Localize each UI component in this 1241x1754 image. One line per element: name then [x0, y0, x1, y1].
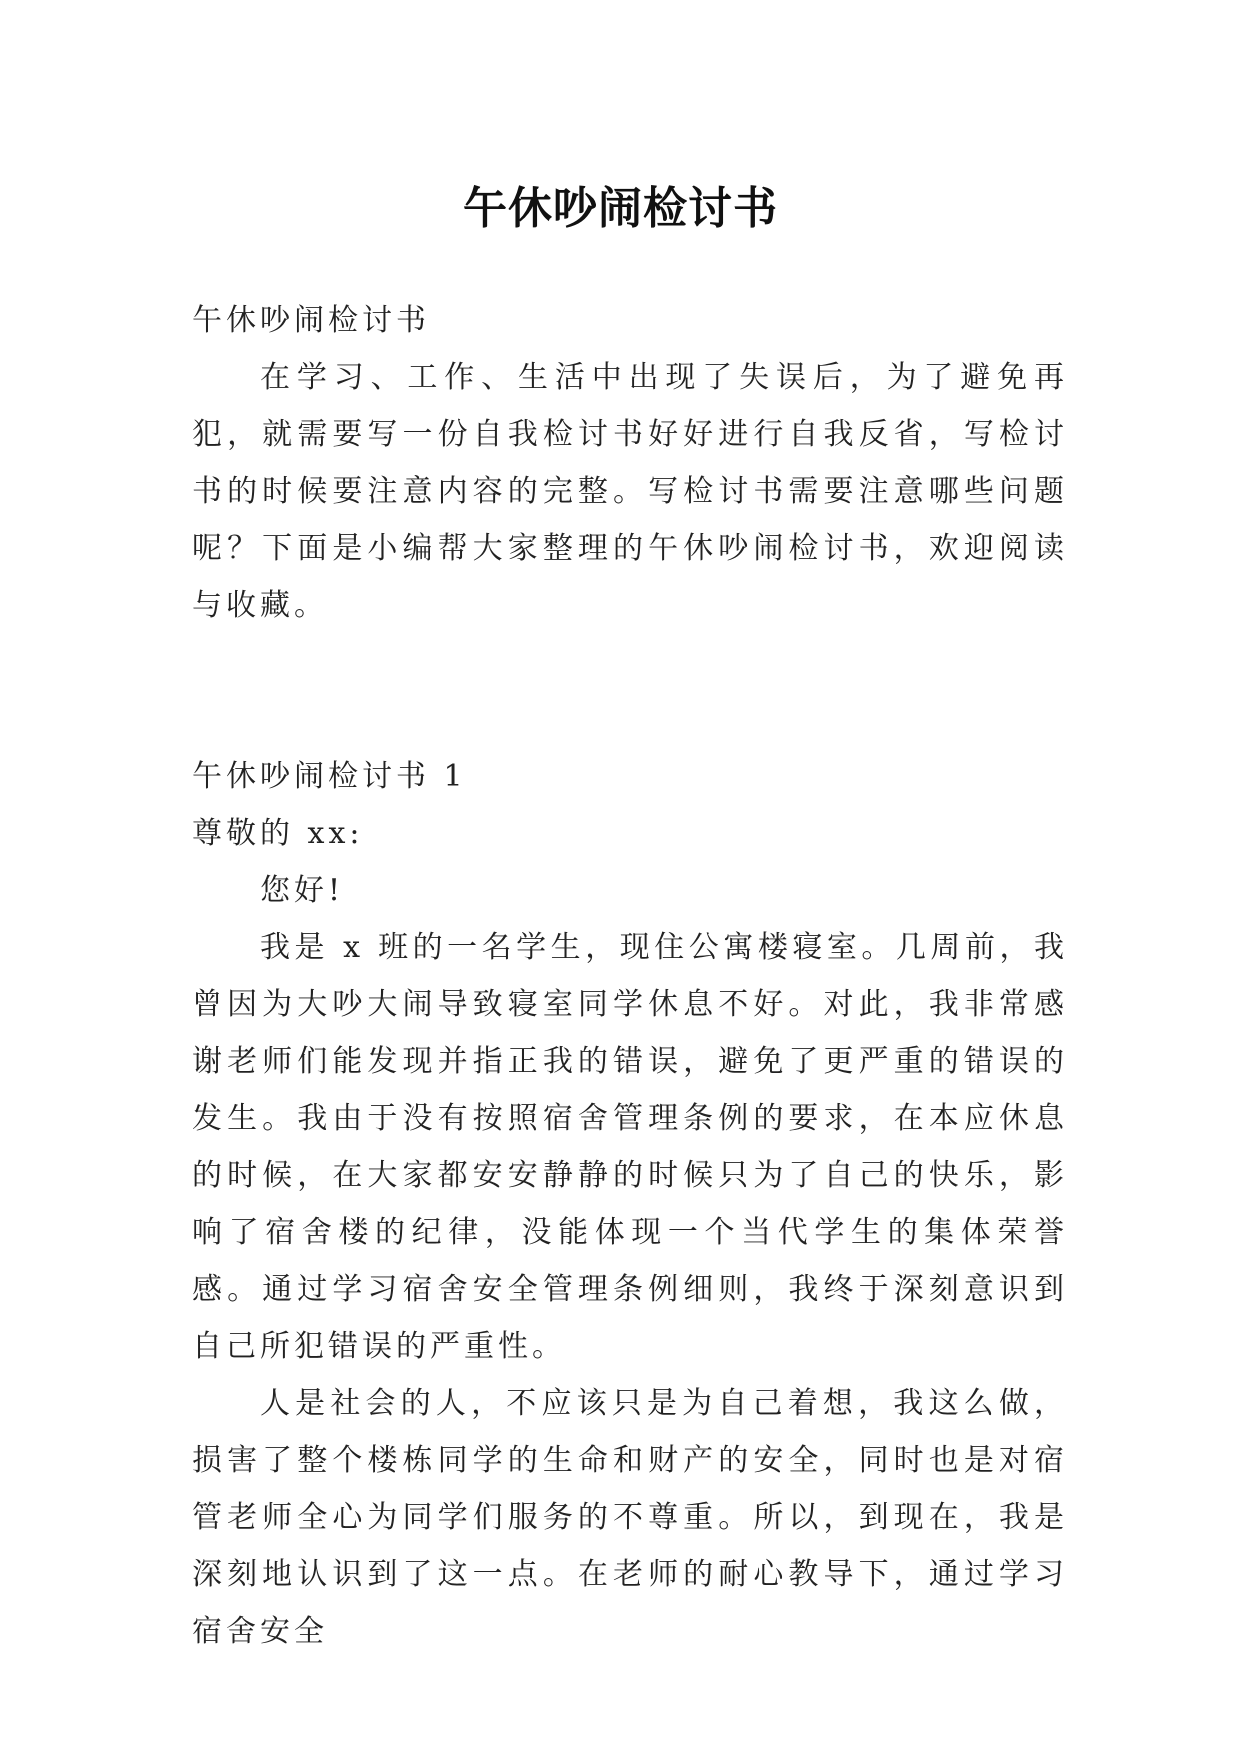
document-body	[192, 292, 1068, 1660]
intro-paragraph: 在学习、工作、生活中出现了失误后，为了避免再犯，就需要写一份自我检讨书好好进行自我反省，写检讨书的时候要注意内容的完整。写检讨书需要注意哪些问题呢？下面是小编帮大家整理的午休吵闹检讨书，欢迎阅读与收藏。	[192, 360, 1068, 623]
section-spacer	[192, 634, 1068, 748]
body-paragraph-2: 人是社会的人，不应该只是为自己着想，我这么做，损害了整个楼栋同学的生命和财产的安全，同时也是对宿管老师全心为同学们服务的不尊重。所以，到现在，我是深刻地认识到了这一点。在老师的耐心教导下，通过学习宿舍安全	[192, 1386, 1068, 1649]
document-subtitle: 午休吵闹检讨书	[192, 303, 430, 338]
document-title: 午休吵闹检讨书	[463, 183, 778, 235]
section-heading: 午休吵闹检讨书 1	[192, 759, 467, 794]
greeting: 您好!	[260, 873, 345, 908]
body-paragraph-1: 我是 x 班的一名学生，现住公寓楼寝室。几周前，我曾因为大吵大闹导致寝室同学休息不好。对此，我非常感谢老师们能发现并指正我的错误，避免了更严重的错误的发生。我由于没有按照宿舍管理条例的要求，在本应休息的时候，在大家都安安静静的时候只为了自己的快乐，影响了宿舍楼的纪律，没能体现一个当代学生的集体荣誉感。通过学习宿舍安全管理条例细则，我终于深刻意识到自己所犯错误的严重性。	[192, 930, 1068, 1364]
salutation: 尊敬的 xx:	[192, 816, 364, 851]
